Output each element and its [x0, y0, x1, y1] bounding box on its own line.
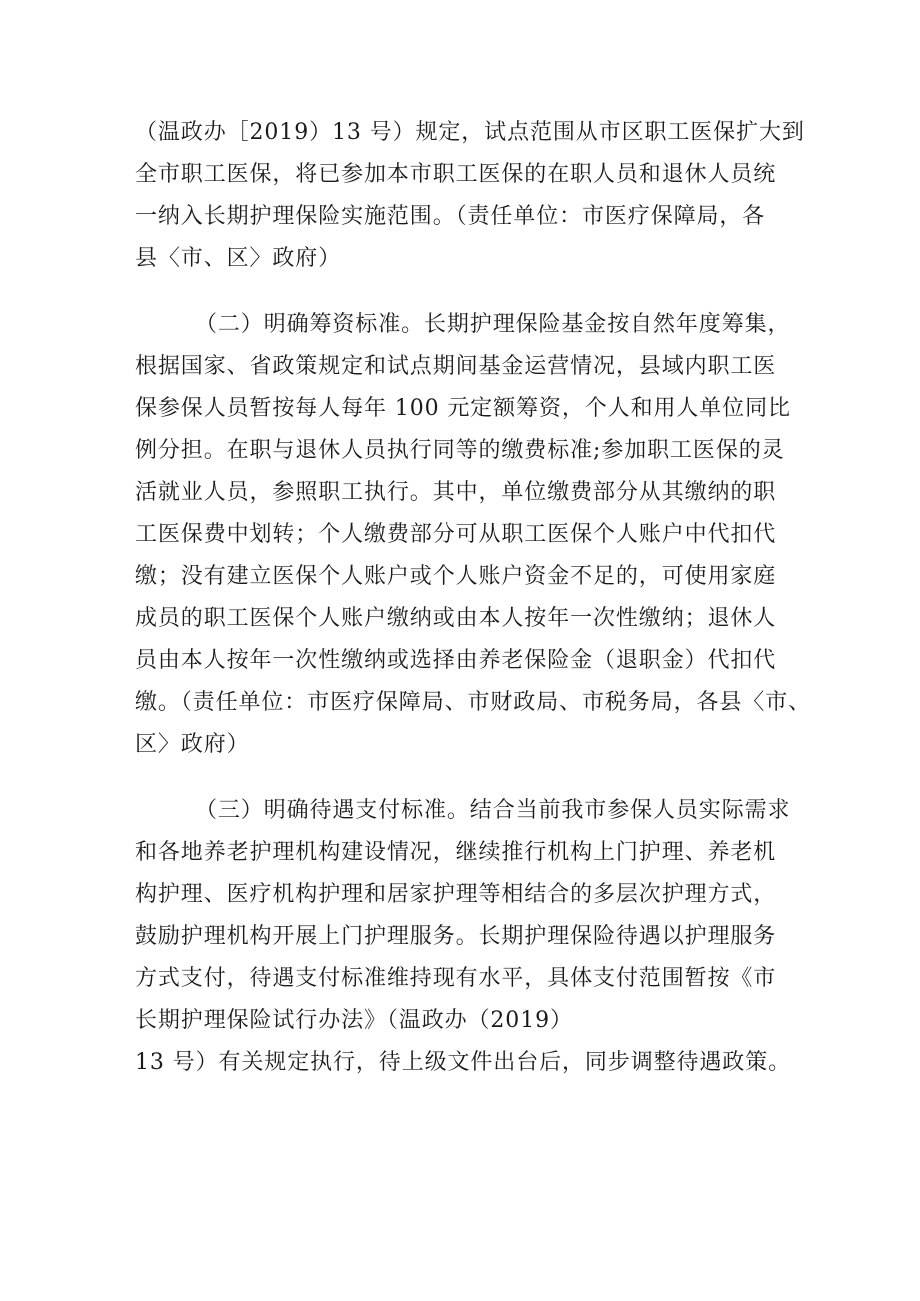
- text-line: 例分担。在职与退休人员执行同等的缴费标准;参加职工医保的灵: [135, 438, 785, 463]
- text-line: 鼓励护理机构开展上门护理服务。长期护理保险待遇以护理服务: [135, 924, 777, 949]
- text-line: 长期护理保险试行办法》（温政办（2019）: [135, 1008, 573, 1033]
- text-line: 和各地养老护理机构建设情况，继续推行机构上门护理、养老机: [135, 840, 777, 865]
- text-line: 成员的职工医保个人账户缴纳或由本人按年一次性缴纳；退休人: [135, 606, 777, 631]
- text-line: 工医保费中划转；个人缴费部分可从职工医保个人账户中代扣代: [135, 522, 777, 547]
- text-line: 全市职工医保，将已参加本市职工医保的在职人员和退休人员统: [135, 162, 777, 187]
- text-line: 县〈市、区〉政府）: [135, 246, 342, 271]
- text-line: 员由本人按年一次性缴纳或选择由养老保险金（退职金）代扣代: [135, 648, 777, 673]
- text-line: 缴。（责任单位：市医疗保障局、市财政局、市税务局，各县〈市、: [135, 690, 812, 715]
- text-line: 根据国家、省政策规定和试点期间基金运营情况，县域内职工医: [135, 354, 777, 379]
- text-line: 一纳入长期护理保险实施范围。（责任单位：市医疗保障局，各: [135, 204, 766, 229]
- text-line: 活就业人员，参照职工执行。其中，单位缴费部分从其缴纳的职: [135, 480, 777, 505]
- text-line: 保参保人员暂按每人每年 100 元定额筹资，个人和用人单位同比: [135, 396, 791, 421]
- section-2-heading-line: （二）明确筹资标准。长期护理保险基金按自然年度筹集，: [195, 312, 791, 337]
- text-line: 构护理、医疗机构护理和居家护理等相结合的多层次护理方式，: [135, 882, 777, 907]
- text-line: 方式支付，待遇支付标准维持现有水平，具体支付范围暂按《市: [135, 966, 777, 991]
- text-line: 13 号）有关规定执行，待上级文件出台后，同步调整待遇政策。: [135, 1050, 791, 1075]
- text-line: 区〉政府）: [135, 732, 250, 757]
- text-line: 缴；没有建立医保个人账户或个人账户资金不足的，可使用家庭: [135, 564, 777, 589]
- section-3-heading-line: （三）明确待遇支付标准。结合当前我市参保人员实际需求: [195, 798, 791, 823]
- text-line: （温政办［2019）13 号）规定，试点范围从市区职工医保扩大到: [135, 120, 805, 145]
